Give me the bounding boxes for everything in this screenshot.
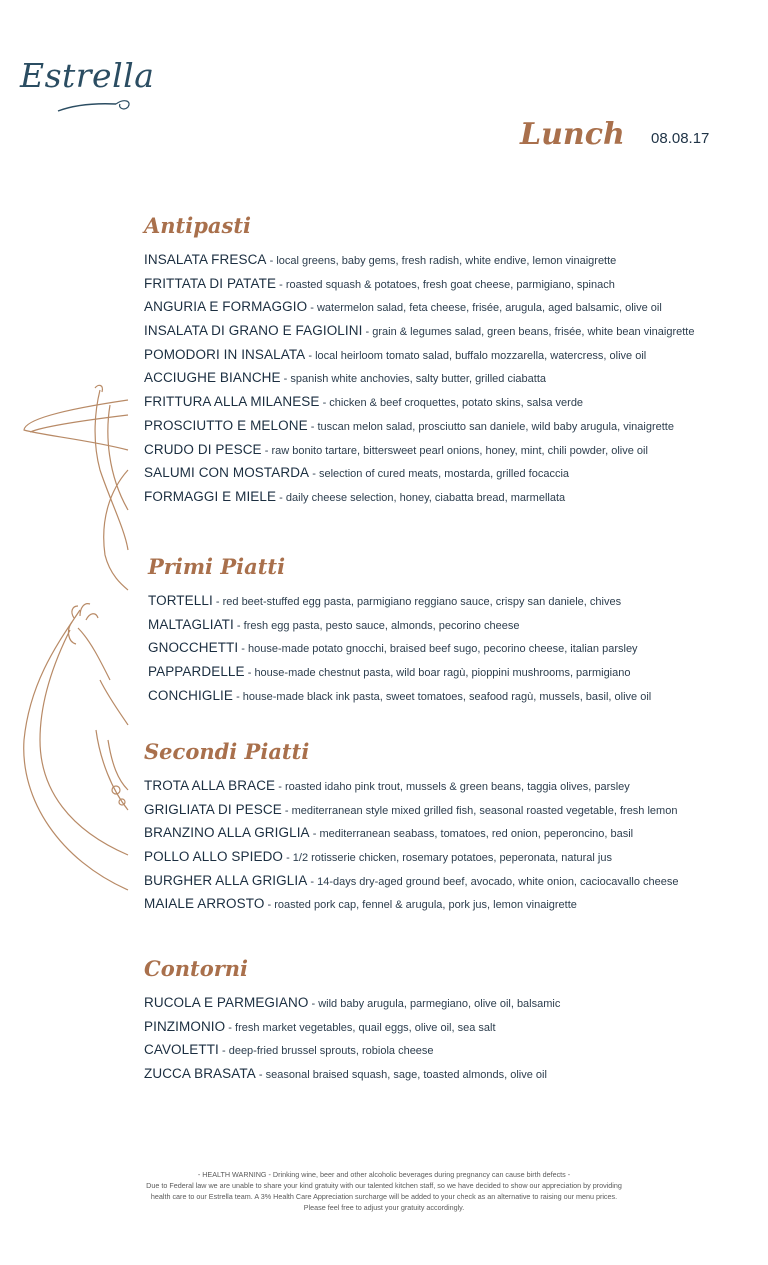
item-desc: daily cheese selection, honey, ciabatta bread, marmellata xyxy=(285,491,566,504)
peacock-illustration-icon xyxy=(0,380,135,940)
menu-item: FORMAGGI E MIELE - daily cheese selection, honey, ciabatta bread, marmellata xyxy=(144,488,566,504)
footer-line: Please feel free to adjust your gratuity accordingly. xyxy=(303,1203,465,1212)
item-desc: selection of cured meats, mostarda, grilled focaccia xyxy=(318,468,570,481)
menu-item: TORTELLI - red beet-stuffed egg pasta, parmigiano reggiano sauce, crispy san daniele, chives xyxy=(148,593,622,608)
item-name: FORMAGGI E MIELE xyxy=(144,488,277,504)
item-desc: house-made potato gnocchi, braised beef sugo, pecorino cheese, italian parsley xyxy=(248,643,638,656)
section-title: Secondi Piatti xyxy=(144,739,310,764)
item-desc: 14-days dry-aged ground beef, avocado, white onion, caciocavallo cheese xyxy=(317,875,679,888)
menu-item: PAPPARDELLE - house-made chestnut pasta, wild boar ragù, pioppini mushrooms, parmigiano xyxy=(148,664,631,680)
item-name: TROTA ALLA BRACE xyxy=(144,778,276,793)
menu-item: POLLO ALLO SPIEDO - 1/2 rotisserie chicken, rosemary potatoes, peperonata, natural jus xyxy=(144,849,612,865)
menu-item: CAVOLETTI - deep-fried brussel sprouts, robiola cheese xyxy=(144,1042,434,1058)
item-desc: roasted idaho pink trout, mussels & green beans, taggia olives, parsley xyxy=(284,781,630,793)
menu-item: FRITTATA DI PATATE - roasted squash & potatoes, fresh goat cheese, parmigiano, spinach xyxy=(144,275,615,291)
item-desc: chicken & beef croquettes, potato skins, salsa verde xyxy=(329,397,584,410)
item-name: ZUCCA BRASATA xyxy=(144,1066,256,1082)
item-desc: mediterranean seabass, tomatoes, red onion, peperoncino, basil xyxy=(319,828,634,841)
menu-item: ANGURIA E FORMAGGIO - watermelon salad, feta cheese, frisée, arugula, aged balsamic, olive oil xyxy=(144,299,662,315)
item-desc: red beet-stuffed egg pasta, parmigiano reggiano sauce, crispy san daniele, chives xyxy=(222,596,622,608)
menu-item: MAIALE ARROSTO - roasted pork cap, fennel & arugula, pork jus, lemon vinaigrette xyxy=(144,896,577,912)
menu-item: FRITTURA ALLA MILANESE - chicken & beef croquettes, potato skins, salsa verde xyxy=(144,394,584,410)
item-name: INSALATA FRESCA xyxy=(144,252,267,267)
item-desc: wild baby arugula, parmegiano, olive oil, balsamic xyxy=(318,998,561,1010)
item-desc: tuscan melon salad, prosciutto san daniele, wild baby arugula, vinaigrette xyxy=(317,420,674,433)
menu-item: TROTA ALLA BRACE - roasted idaho pink trout, mussels & green beans, taggia olives, parsley xyxy=(144,778,630,793)
item-name: TORTELLI xyxy=(148,593,213,608)
item-name: PINZIMONIO xyxy=(144,1018,226,1034)
item-desc: seasonal braised squash, sage, toasted almonds, olive oil xyxy=(265,1069,547,1082)
footer-line: Due to Federal law we are unable to share your kind gratuity with our talented kitchen staff, so we have decided to show our appreciation by providing xyxy=(146,1181,622,1190)
item-name: ANGURIA E FORMAGGIO xyxy=(144,299,308,315)
section-antipasti xyxy=(144,212,694,513)
menu-item: ACCIUGHE BIANCHE - spanish white anchovies, salty butter, grilled ciabatta xyxy=(144,370,546,386)
menu-item: RUCOLA E PARMEGIANO - wild baby arugula, parmegiano, olive oil, balsamic xyxy=(144,995,561,1010)
item-name: CAVOLETTI xyxy=(144,1042,219,1058)
item-name: MALTAGLIATI xyxy=(148,616,234,632)
menu-item: CRUDO DI PESCE - raw bonito tartare, bittersweet pearl onions, honey, mint, chili powder, olive oil xyxy=(144,441,648,457)
menu-item: PROSCIUTTO E MELONE - tuscan melon salad, prosciutto san daniele, wild baby arugula, vinaigrette xyxy=(144,417,674,433)
footer-notice xyxy=(100,1169,668,1213)
section-secondi-piatti xyxy=(144,738,679,920)
menu-item: BRANZINO ALLA GRIGLIA - mediterranean seabass, tomatoes, red onion, peperoncino, basil xyxy=(144,825,634,841)
section-primi-piatti xyxy=(148,553,651,711)
item-name: GNOCCHETTI xyxy=(148,640,239,656)
item-name: MAIALE ARROSTO xyxy=(144,896,265,912)
item-name: BRANZINO ALLA GRIGLIA xyxy=(144,825,310,841)
item-name: PROSCIUTTO E MELONE xyxy=(144,417,308,433)
section-contorni xyxy=(144,955,560,1090)
footer-line: - HEALTH WARNING - Drinking wine, beer and other alcoholic beverages during pregnancy can cause birth defects - xyxy=(197,1170,571,1179)
footer-line: health care to our Estrella team. A 3% Health Care Appreciation surcharge will be added to your check as an alternative to raising our menu prices. xyxy=(150,1192,618,1201)
item-desc: spanish white anchovies, salty butter, grilled ciabatta xyxy=(290,373,546,386)
item-desc: house-made black ink pasta, sweet tomatoes, seafood ragù, mussels, basil, olive oil xyxy=(242,690,652,703)
menu-date: 08.08.17 xyxy=(651,130,710,147)
menu-item: POMODORI IN INSALATA - local heirloom tomato salad, buffalo mozzarella, watercress, olive oil xyxy=(144,346,647,362)
item-desc: house-made chestnut pasta, wild boar ragù, pioppini mushrooms, parmigiano xyxy=(254,667,631,680)
menu-item: INSALATA DI GRANO E FAGIOLINI - grain & legumes salad, green beans, frisée, white bean vinaigrette xyxy=(144,323,695,339)
item-name: ACCIUGHE BIANCHE xyxy=(144,370,281,386)
item-desc: roasted squash & potatoes, fresh goat cheese, parmigiano, spinach xyxy=(285,278,615,291)
menu-item: SALUMI CON MOSTARDA - selection of cured meats, mostarda, grilled focaccia xyxy=(144,465,570,481)
section-title: Antipasti xyxy=(144,213,252,238)
item-name: FRITTATA DI PATATE xyxy=(144,275,277,291)
menu-item: MALTAGLIATI - fresh egg pasta, pesto sauce, almonds, pecorino cheese xyxy=(148,616,520,632)
item-desc: mediterranean style mixed grilled fish, seasonal roasted vegetable, fresh lemon xyxy=(291,804,678,817)
item-desc: local greens, baby gems, fresh radish, white endive, lemon vinaigrette xyxy=(276,255,617,267)
item-desc: raw bonito tartare, bittersweet pearl onions, honey, mint, chili powder, olive oil xyxy=(271,444,648,457)
menu-item: CONCHIGLIE - house-made black ink pasta, sweet tomatoes, seafood ragù, mussels, basil, olive oil xyxy=(148,687,652,703)
item-name: CONCHIGLIE xyxy=(148,687,234,703)
item-desc: 1/2 rotisserie chicken, rosemary potatoes, peperonata, natural jus xyxy=(292,852,612,865)
item-name: BURGHER ALLA GRIGLIA xyxy=(144,872,308,888)
item-desc: roasted pork cap, fennel & arugula, pork jus, lemon vinaigrette xyxy=(274,899,577,912)
menu-title: Lunch xyxy=(520,117,625,152)
menu-item: GRIGLIATA DI PESCE - mediterranean style mixed grilled fish, seasonal roasted vegetable, fresh lemon xyxy=(144,801,678,817)
item-name: RUCOLA E PARMEGIANO xyxy=(144,995,309,1010)
item-name: SALUMI CON MOSTARDA xyxy=(144,465,310,481)
item-desc: deep-fried brussel sprouts, robiola cheese xyxy=(228,1045,434,1058)
item-name: FRITTURA ALLA MILANESE xyxy=(144,394,320,410)
menu-item: BURGHER ALLA GRIGLIA - 14-days dry-aged ground beef, avocado, white onion, caciocavallo cheese xyxy=(144,872,679,888)
menu-item: ZUCCA BRASATA - seasonal braised squash, sage, toasted almonds, olive oil xyxy=(144,1066,547,1082)
menu-item: GNOCCHETTI - house-made potato gnocchi, braised beef sugo, pecorino cheese, italian parsley xyxy=(148,640,638,656)
item-desc: watermelon salad, feta cheese, frisée, arugula, aged balsamic, olive oil xyxy=(316,302,662,315)
logo-swash-icon xyxy=(54,95,134,117)
item-desc: fresh market vegetables, quail eggs, olive oil, sea salt xyxy=(235,1021,496,1034)
menu-item: INSALATA FRESCA - local greens, baby gems, fresh radish, white endive, lemon vinaigrette xyxy=(144,252,617,267)
item-name: INSALATA DI GRANO E FAGIOLINI xyxy=(144,323,363,339)
item-name: POLLO ALLO SPIEDO xyxy=(144,849,284,865)
item-desc: fresh egg pasta, pesto sauce, almonds, pecorino cheese xyxy=(243,619,520,632)
item-desc: local heirloom tomato salad, buffalo mozzarella, watercress, olive oil xyxy=(315,349,647,362)
brand-logo: Estrella xyxy=(20,56,155,95)
section-title: Primi Piatti xyxy=(148,554,286,579)
section-title: Contorni xyxy=(144,956,249,981)
item-name: POMODORI IN INSALATA xyxy=(144,346,306,362)
item-name: CRUDO DI PESCE xyxy=(144,441,262,457)
item-desc: grain & legumes salad, green beans, frisée, white bean vinaigrette xyxy=(372,326,695,339)
item-name: GRIGLIATA DI PESCE xyxy=(144,801,282,817)
item-name: PAPPARDELLE xyxy=(148,664,245,680)
menu-item: PINZIMONIO - fresh market vegetables, quail eggs, olive oil, sea salt xyxy=(144,1018,496,1034)
